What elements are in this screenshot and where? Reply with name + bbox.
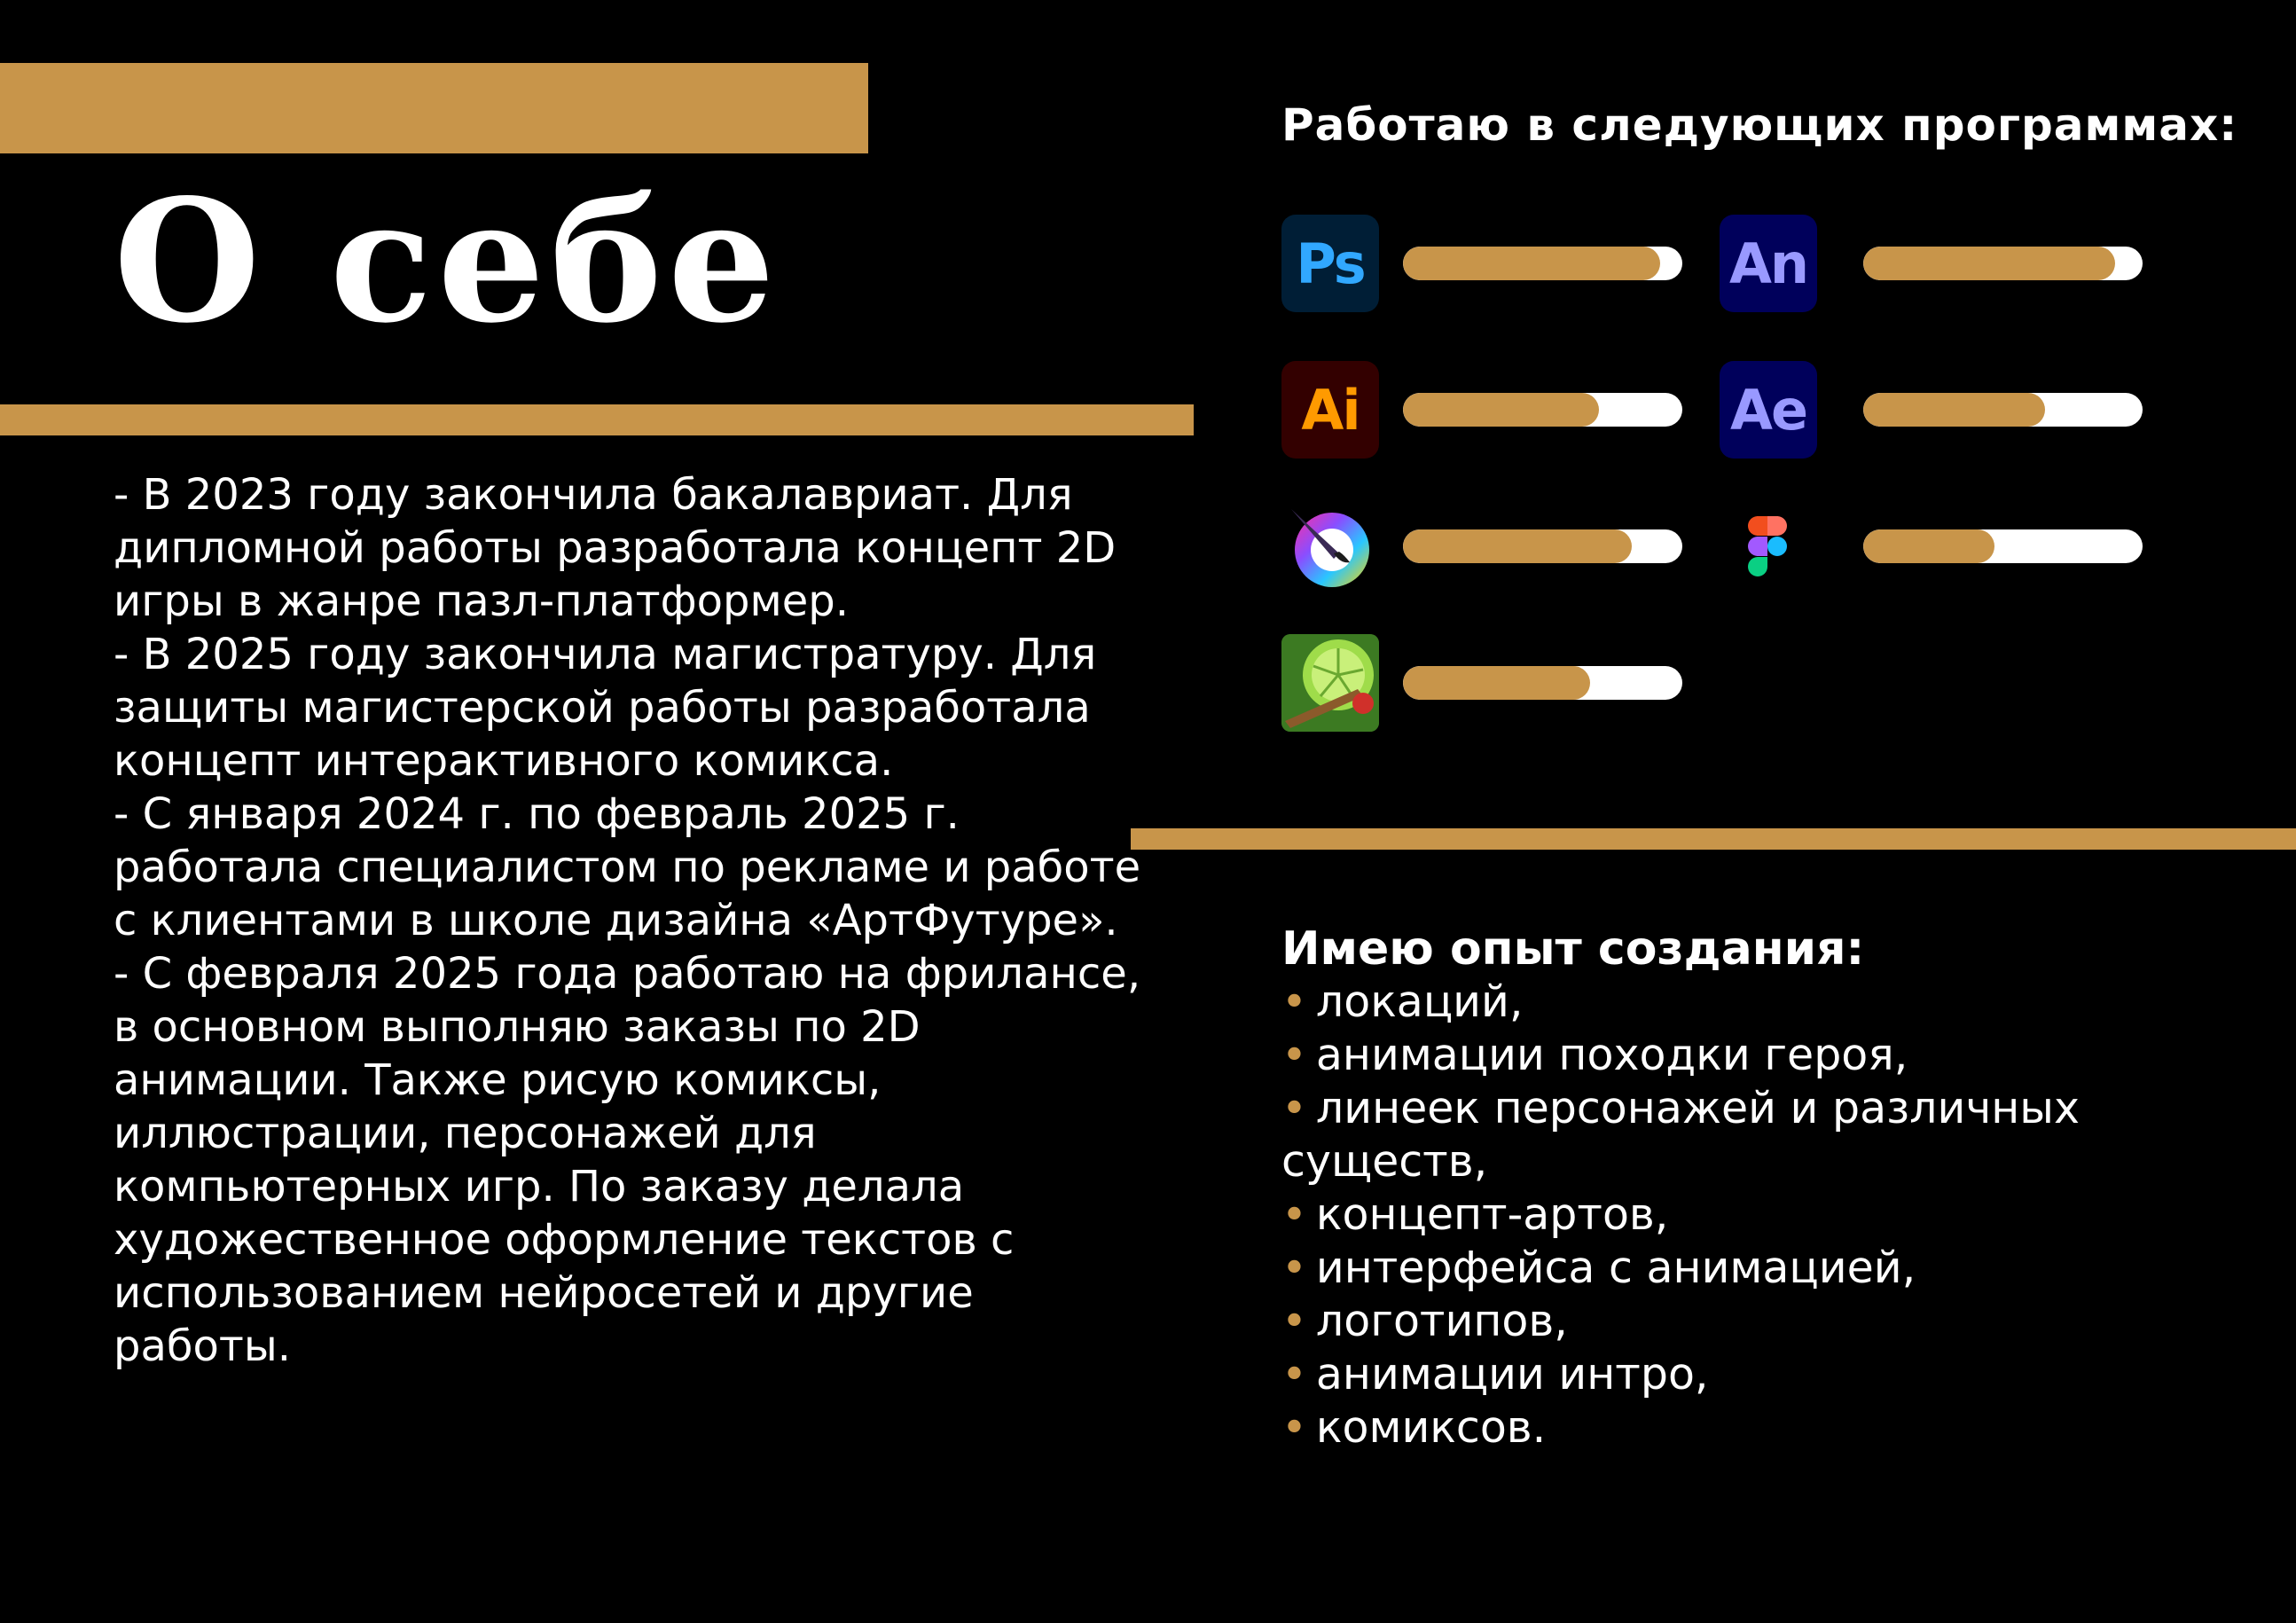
list-item-text: линеек персонажей и различных существ, (1281, 1083, 2080, 1187)
bullet-icon: • (1281, 1296, 1307, 1346)
krita-icon (1281, 498, 1379, 595)
list-item-text: логотипов, (1315, 1296, 1568, 1346)
illustrator-icon (1281, 361, 1379, 459)
bio-paragraph: - В 2023 году закончила бакалавриат. Для дипломной работы разработала концепт 2D игры в жанре пазл-платформер. (114, 470, 1117, 626)
bullet-icon: • (1281, 1189, 1307, 1240)
after-effects-icon-label: Ae (1729, 377, 1807, 443)
skill-bar-fill (1863, 247, 2115, 280)
skill-bar-fill (1403, 666, 1590, 700)
animate-icon (1720, 215, 1817, 312)
list-item (1281, 1242, 2168, 1295)
list-item (1281, 1348, 2168, 1401)
bullet-icon: • (1281, 976, 1307, 1027)
after-effects-icon (1720, 361, 1817, 459)
list-item (1281, 1188, 2168, 1242)
skill-bar-track (1863, 529, 2143, 563)
skill-bar-track (1403, 529, 1682, 563)
bio-paragraph: - С февраля 2025 года работаю на фрилансе, в основном выполняю заказы по 2D анимации. Также рисую комиксы, иллюстрации, персонажей для компьютерных игр. По заказу делала художественное оформление текстов с использованием нейросетей и другие работы. (114, 949, 1141, 1371)
list-item-text: интерфейса с анимацией, (1315, 1243, 1916, 1293)
page-title: О себе (114, 162, 780, 360)
skill-bar-track (1403, 393, 1682, 427)
skill-bar-fill (1403, 247, 1660, 280)
bio-text (114, 468, 1160, 1373)
experience-heading: Имею опыт создания: (1281, 922, 1865, 976)
experience-list (1281, 976, 2168, 1454)
bullet-icon: • (1281, 1030, 1307, 1080)
list-item-text: локаций, (1315, 976, 1524, 1027)
photoshop-icon-label: Ps (1296, 231, 1365, 296)
bio-paragraph: - С января 2024 г. по февраль 2025 г. работала специалистом по рекламе и работе с клиентами в школе дизайна «АртФутуре». (114, 789, 1141, 945)
skill-bar-track (1863, 393, 2143, 427)
photoshop-icon (1281, 215, 1379, 312)
list-item (1281, 1029, 2168, 1082)
paint-tool-sai-icon (1281, 634, 1379, 732)
bullet-icon: • (1281, 1349, 1307, 1400)
title-underline-bar (0, 404, 1194, 435)
skill-bar-track (1863, 247, 2143, 280)
list-item (1281, 1295, 2168, 1348)
programs-heading: Работаю в следующих программах: (1281, 99, 2238, 151)
skill-bar-fill (1863, 529, 1994, 563)
list-item-text: анимации походки героя, (1315, 1030, 1908, 1080)
illustrator-icon-label: Ai (1301, 377, 1360, 443)
bullet-icon: • (1281, 1243, 1307, 1293)
skill-bar-track (1403, 666, 1682, 700)
skill-bar-fill (1403, 529, 1632, 563)
list-item (1281, 976, 2168, 1029)
skill-bar-track (1403, 247, 1682, 280)
animate-icon-label: An (1728, 231, 1808, 296)
figma-icon (1720, 498, 1817, 595)
list-item (1281, 1401, 2168, 1454)
skill-bar-fill (1863, 393, 2045, 427)
skill-bar-fill (1403, 393, 1599, 427)
bullet-icon: • (1281, 1083, 1307, 1133)
top-left-accent-bar (0, 63, 868, 153)
list-item (1281, 1082, 2168, 1188)
list-item-text: комиксов. (1315, 1402, 1547, 1453)
bio-paragraph: - В 2025 году закончила магистратуру. Для защиты магистерской работы разработала концепт интерактивного комикса. (114, 630, 1097, 786)
list-item-text: анимации интро, (1315, 1349, 1709, 1400)
right-divider-bar (1131, 828, 2296, 850)
list-item-text: концепт-артов, (1315, 1189, 1669, 1240)
bullet-icon: • (1281, 1402, 1307, 1453)
